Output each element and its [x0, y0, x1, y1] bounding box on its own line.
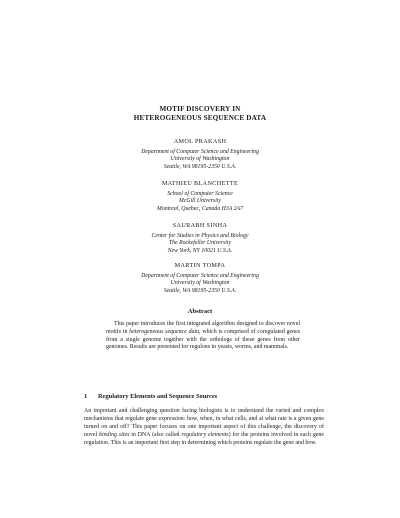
abstract-text-part: This paper introduces the first integrated algorithm designed to discover novel motifs in [106, 321, 300, 335]
affiliation-line: The Rockefeller University [168, 240, 232, 247]
section-number: 1 [84, 393, 88, 400]
body-emphasis: regulatory elements [181, 431, 229, 438]
affiliation-line: Montreal, Quebec, Canada H3A 2A7 [157, 205, 243, 212]
author-name: SAURABH SINHA [172, 222, 228, 229]
title-line-2: HETEROGENEOUS SEQUENCE DATA [133, 114, 267, 122]
affiliation-line: McGill University [178, 198, 222, 205]
affiliation-line: University of Washington [170, 156, 230, 163]
author-name: AMOL PRAKASH [173, 138, 227, 145]
section-heading [84, 393, 324, 401]
body-emphasis: binding sites [99, 431, 130, 438]
title-line-1: MOTIF DISCOVERY IN [159, 105, 241, 113]
affiliation-line: Center for Studies in Physics and Biology [151, 233, 249, 239]
body-text-part: ) for the proteins involved in such gene regulation. This is an important first step in determining which proteins regulate the gene and how. [84, 431, 324, 446]
affiliation-line: Department of Computer Science and Engineering [141, 149, 259, 155]
section-body-text [84, 408, 324, 448]
body-text-part: An important and challenging question facing biologists is to understand the varied and complex mechanisms that regulate gene expression: how, when, in what cells, and at what rate is a given gene turned on and off? This paper focuses on one important aspect of this challenge, the discovery of novel [84, 408, 324, 438]
author-block-1 [0, 138, 400, 171]
body-text-part: in DNA (also called [129, 431, 182, 438]
affiliation-line: School of Computer Science [167, 191, 233, 197]
affiliation-line: University of Washington [170, 280, 230, 287]
abstract-text [106, 321, 300, 352]
author-block-4 [0, 262, 400, 295]
author-block-3 [0, 222, 400, 255]
affiliation-line: Seattle, WA 98195-2350 U.S.A. [163, 163, 237, 170]
affiliation-line: Seattle, WA 98195-2350 U.S.A. [163, 287, 237, 294]
author-name: MARTIN TOMPA [174, 262, 226, 269]
section-title: Regulatory Elements and Sequence Sources [98, 393, 218, 400]
paper-title [0, 105, 400, 123]
abstract-text-part: , which is comprised of coregulated genes from a single genome together with the orthologs of these genes from other genomes. Results are presented for regulons in yeasts, worms, and mammals. [106, 328, 300, 351]
author-name: MATHIEU BLANCHETTE [161, 180, 239, 187]
author-block-2 [0, 180, 400, 213]
abstract-emphasis: heterogeneous sequence data [129, 328, 200, 335]
affiliation-line: Department of Computer Science and Engineering [141, 273, 259, 279]
affiliation-line: New York, NY 10021 U.S.A. [167, 247, 233, 254]
abstract-heading: Abstract [187, 308, 213, 315]
